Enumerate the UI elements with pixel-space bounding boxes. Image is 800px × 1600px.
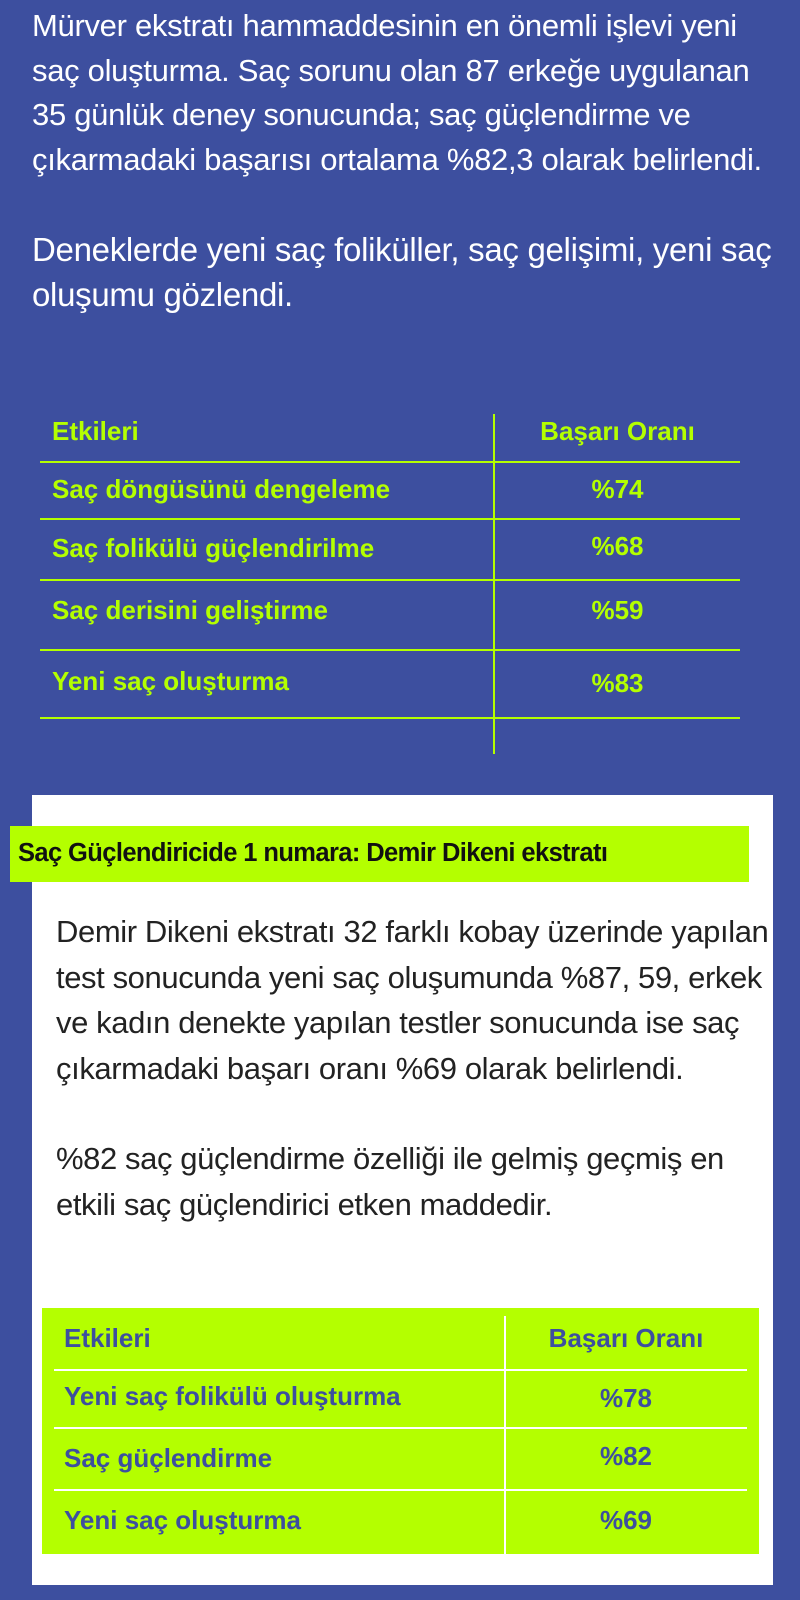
- card-paragraph-2: %82 saç güçlendirme özelliği ile gelmiş geçmiş en etkili saç güçlendirici etken maddedir.: [56, 1141, 724, 1222]
- table-header-effect: Etkileri: [52, 416, 139, 446]
- card-text: [56, 909, 776, 1227]
- table-row-effect: Yeni saç oluşturma: [64, 1505, 301, 1535]
- table-row-rate: %68: [591, 531, 644, 561]
- table-row-rate: %83: [591, 668, 644, 698]
- row-divider: [54, 1369, 747, 1371]
- table-row-rate: %59: [591, 595, 644, 625]
- section-title: Saç Güçlendiricide 1 numara: Demir Dikeni ekstratı: [18, 839, 608, 867]
- table-header-effect: Etkileri: [64, 1323, 151, 1353]
- table-row-effect: Saç döngüsünü dengeleme: [52, 474, 391, 504]
- table-row-rate: %74: [591, 474, 644, 504]
- intro-lead: Deneklerde yeni saç foliküller, saç gelişimi, yeni saç oluşumu gözlendi.: [32, 231, 772, 313]
- row-divider: [40, 518, 740, 520]
- card-paragraph-1: Demir Dikeni ekstratı 32 farklı kobay üzerinde yapılan test sonucunda yeni saç oluşumunda %87, 59, erkek ve kadın denekte yapılan testler sonucunda ise saç çıkarmadaki başarı oranı %69 olarak belirlendi.: [56, 914, 769, 1086]
- row-divider: [40, 579, 740, 581]
- row-divider: [54, 1427, 747, 1429]
- table-row-effect: Saç güçlendirme: [64, 1443, 273, 1473]
- intro-section: [32, 4, 772, 317]
- table-row-rate: %78: [599, 1383, 653, 1413]
- table-row-rate: %69: [599, 1505, 653, 1535]
- row-divider: [54, 1489, 747, 1491]
- intro-paragraph: Mürver ekstratı hammaddesinin en önemli işlevi yeni saç oluşturma. Saç sorunu olan 87 erkeğe uygulanan 35 günlük deney sonucunda; saç güçlendirme ve çıkarmadaki başarısı ortalama %82,3 olarak belirlendi.: [32, 8, 762, 177]
- row-divider: [40, 649, 740, 651]
- table-header-rate: Başarı Oranı: [548, 1323, 704, 1353]
- section-title-banner: [10, 826, 749, 882]
- effects-table-2: [42, 1308, 759, 1554]
- row-divider: [40, 717, 740, 719]
- column-divider: [493, 414, 495, 754]
- row-divider: [40, 461, 740, 463]
- table-row-effect: Yeni saç oluşturma: [52, 666, 289, 696]
- effects-table-1: [40, 414, 740, 754]
- table-header-rate: Başarı Oranı: [540, 416, 695, 446]
- table-row-effect: Yeni saç folikülü oluşturma: [64, 1381, 401, 1411]
- table-row-effect: Saç derisini geliştirme: [52, 595, 329, 625]
- table-row-rate: %82: [599, 1441, 653, 1471]
- table-row-effect: Saç folikülü güçlendirilme: [52, 533, 375, 563]
